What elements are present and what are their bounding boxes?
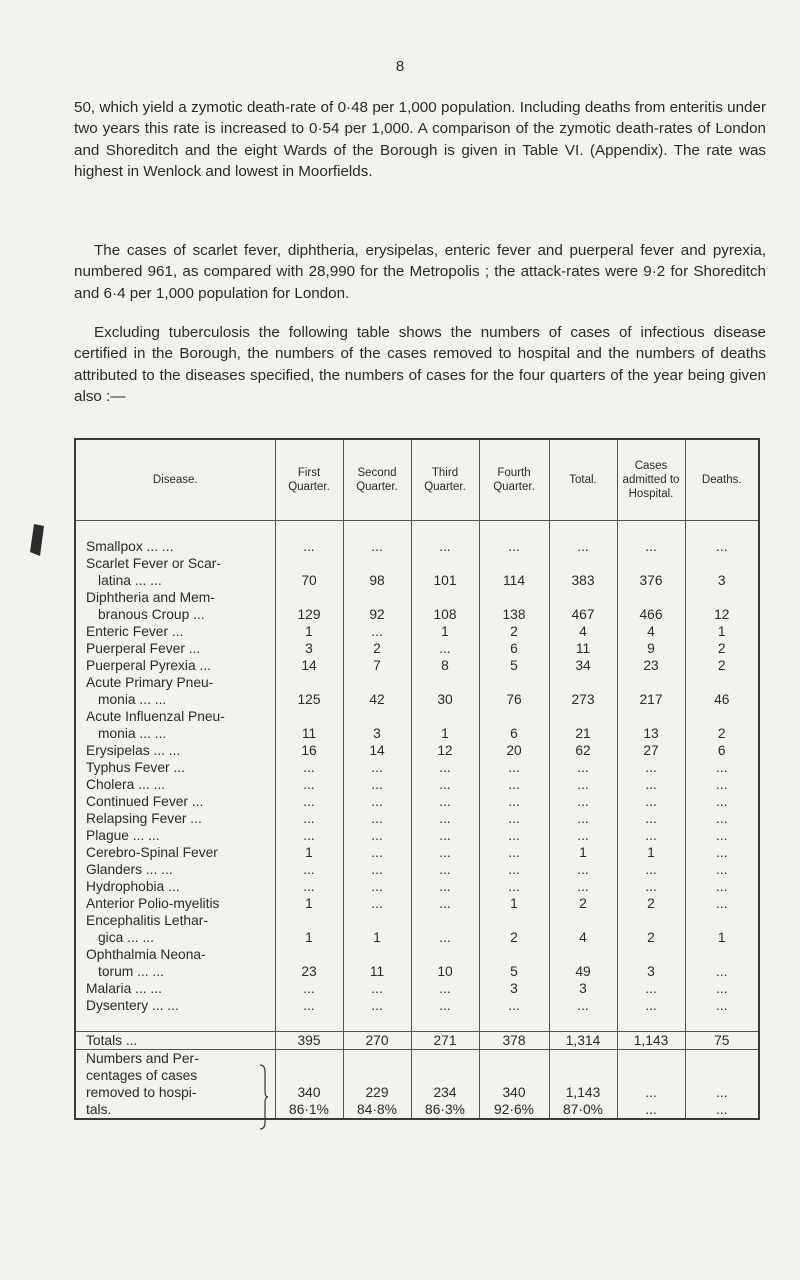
table-cell: 34	[549, 657, 617, 674]
table-cell: 12	[411, 742, 479, 759]
table-cell: 1	[275, 912, 343, 946]
table-cell: 4	[617, 623, 685, 640]
table-cell: 125	[275, 674, 343, 708]
table-spacer	[75, 1014, 759, 1032]
table-row	[75, 776, 759, 793]
table-cell: 383	[549, 555, 617, 589]
table-row	[75, 861, 759, 878]
header-total: Total.	[549, 439, 617, 521]
disease-name	[75, 708, 275, 742]
disease-name-line: Erysipelas ... ...	[86, 743, 181, 758]
table-cell: ...	[716, 794, 728, 809]
removed-cell	[617, 1050, 685, 1120]
removed-label-line: Numbers and Per-	[86, 1051, 199, 1066]
table-cell: 5	[479, 946, 549, 980]
header-disease: Disease.	[75, 439, 275, 521]
table-cell: ...	[716, 828, 728, 843]
table-row	[75, 589, 759, 623]
table-row	[75, 657, 759, 674]
table-cell: 1	[717, 930, 726, 945]
removed-percentage: 87·0%	[563, 1102, 603, 1117]
table-cell: 11	[275, 708, 343, 742]
table-cell: ...	[343, 827, 411, 844]
table-cell: 3	[479, 980, 549, 997]
table-cell: 1	[617, 844, 685, 861]
disease-name-line: latina ... ...	[98, 573, 162, 588]
removed-number: 229	[365, 1085, 389, 1100]
table-cell: ...	[549, 759, 617, 776]
disease-name-line: Glanders ... ...	[86, 862, 173, 877]
totals-cell: 1,314	[549, 1032, 617, 1050]
table-cell: ...	[617, 827, 685, 844]
disease-name	[75, 980, 275, 997]
table-cell: 6	[717, 743, 726, 758]
table-row	[75, 844, 759, 861]
table-cell: ...	[275, 810, 343, 827]
table-cell: ...	[411, 776, 479, 793]
table-cell: 3	[717, 573, 726, 588]
table-cell: 2	[717, 658, 726, 673]
table-cell: 6	[479, 708, 549, 742]
removed-to-hospital-row	[75, 1050, 759, 1120]
table-cell: ...	[716, 964, 728, 979]
table-cell: ...	[343, 759, 411, 776]
table-cell: ...	[411, 844, 479, 861]
table-cell: 5	[479, 657, 549, 674]
table-cell: ...	[275, 980, 343, 997]
disease-name-line: branous Croup ...	[98, 607, 205, 622]
table-cell: 2	[717, 726, 726, 741]
removed-number: 340	[502, 1085, 526, 1100]
table-cell: 114	[479, 555, 549, 589]
disease-name-line: Hydrophobia ...	[86, 879, 180, 894]
table-cell: 129	[275, 589, 343, 623]
table-cell: ...	[343, 861, 411, 878]
table-cell: ...	[275, 878, 343, 895]
table-cell: ...	[479, 997, 549, 1014]
table-cell: ...	[617, 878, 685, 895]
table-cell: 3	[275, 640, 343, 657]
table-cell: 62	[549, 742, 617, 759]
table-cell: ...	[549, 776, 617, 793]
table-cell: ...	[343, 895, 411, 912]
table-cell: ...	[549, 538, 617, 555]
removed-number: 234	[433, 1085, 457, 1100]
removed-label-line: centages of cases	[86, 1068, 198, 1083]
table-cell: ...	[549, 997, 617, 1014]
table-row	[75, 793, 759, 810]
table-cell: ...	[479, 793, 549, 810]
table-cell: 376	[617, 555, 685, 589]
disease-name	[75, 793, 275, 810]
disease-name-line: Encephalitis Lethar-	[86, 913, 208, 928]
table-cell: ...	[343, 980, 411, 997]
table-cell: ...	[716, 879, 728, 894]
table-cell: 42	[343, 674, 411, 708]
disease-name	[75, 742, 275, 759]
removed-label-line: removed to hospi-	[86, 1085, 197, 1100]
table-cell: ...	[479, 827, 549, 844]
table-cell: ...	[549, 861, 617, 878]
table-cell: 46	[714, 692, 730, 707]
table-cell: 20	[479, 742, 549, 759]
table-cell: 16	[275, 742, 343, 759]
table-row	[75, 946, 759, 980]
table-cell: 1	[275, 895, 343, 912]
removed-cell	[411, 1050, 479, 1120]
table-cell: 3	[343, 708, 411, 742]
table-row	[75, 895, 759, 912]
table-cell: 2	[479, 912, 549, 946]
table-cell: 6	[479, 640, 549, 657]
table-cell: 76	[479, 674, 549, 708]
table-cell: 92	[343, 589, 411, 623]
table-cell: 11	[343, 946, 411, 980]
table-cell: ...	[343, 844, 411, 861]
table-cell: ...	[343, 776, 411, 793]
table-cell: ...	[343, 538, 411, 555]
totals-row	[75, 1032, 759, 1050]
disease-name-line: Dysentery ... ...	[86, 998, 179, 1013]
table-cell: ...	[549, 810, 617, 827]
table-cell: ...	[411, 538, 479, 555]
table-cell: ...	[617, 997, 685, 1014]
table-cell: 2	[717, 641, 726, 656]
disease-name-line: gica ... ...	[98, 930, 154, 945]
table-cell: 70	[275, 555, 343, 589]
disease-name	[75, 946, 275, 980]
table-cell: 12	[714, 607, 730, 622]
table-cell: ...	[716, 862, 728, 877]
table-cell: 14	[275, 657, 343, 674]
totals-cell: 75	[685, 1032, 759, 1050]
table-cell: 23	[275, 946, 343, 980]
disease-name	[75, 657, 275, 674]
table-cell: ...	[275, 997, 343, 1014]
table-row	[75, 708, 759, 742]
removed-label	[75, 1050, 275, 1120]
header-first-quarter: First Quarter.	[275, 439, 343, 521]
totals-label: Totals ...	[75, 1032, 275, 1050]
disease-name-line: Puerperal Fever ...	[86, 641, 201, 656]
table-cell: ...	[479, 759, 549, 776]
table-cell: ...	[479, 861, 549, 878]
removed-cell	[275, 1050, 343, 1120]
table-cell: ...	[716, 845, 728, 860]
table-cell: 1	[275, 623, 343, 640]
table-cell: 10	[411, 946, 479, 980]
table-cell: 466	[617, 589, 685, 623]
removed-percentage: 92·6%	[494, 1102, 534, 1117]
disease-name-line: Malaria ... ...	[86, 981, 162, 996]
disease-name	[75, 674, 275, 708]
totals-cell: 271	[411, 1032, 479, 1050]
table-cell: 108	[411, 589, 479, 623]
table-spacer	[75, 521, 759, 539]
table-cell: 98	[343, 555, 411, 589]
totals-cell: 378	[479, 1032, 549, 1050]
table-cell: ...	[479, 810, 549, 827]
table-cell: ...	[411, 878, 479, 895]
removed-label-line: tals.	[86, 1102, 112, 1117]
disease-name-line: Puerperal Pyrexia ...	[86, 658, 211, 673]
table-cell: 27	[617, 742, 685, 759]
ink-mark-icon	[28, 522, 46, 558]
table-row	[75, 878, 759, 895]
disease-name	[75, 759, 275, 776]
table-cell: 23	[617, 657, 685, 674]
header-second-quarter: Second Quarter.	[343, 439, 411, 521]
table-cell: ...	[343, 810, 411, 827]
disease-name	[75, 827, 275, 844]
table-cell: 3	[617, 946, 685, 980]
disease-name-line: Continued Fever ...	[86, 794, 204, 809]
table-cell: ...	[275, 861, 343, 878]
totals-cell: 1,143	[617, 1032, 685, 1050]
header-third-quarter: Third Quarter.	[411, 439, 479, 521]
removed-percentage: 86·1%	[289, 1102, 329, 1117]
disease-name-line: Acute Primary Pneu-	[86, 675, 214, 690]
disease-name-line: Ophthalmia Neona-	[86, 947, 206, 962]
table-cell: ...	[275, 776, 343, 793]
table-cell: ...	[411, 895, 479, 912]
table-cell: 217	[617, 674, 685, 708]
disease-name	[75, 844, 275, 861]
table-cell: 1	[479, 895, 549, 912]
disease-name-line: Smallpox ... ...	[86, 539, 174, 554]
table-cell: ...	[549, 827, 617, 844]
table-cell: 30	[411, 674, 479, 708]
table-cell: ...	[411, 861, 479, 878]
table-cell: 4	[549, 912, 617, 946]
removed-number: 1,143	[565, 1085, 601, 1100]
table-cell: ...	[479, 776, 549, 793]
paragraph-attack-rates: The cases of scarlet fever, diphtheria, erysipelas, enteric fever and puerperal fever and pyrexia, numbered 961, as compared with 28,990 for the Metropolis ; the attack-rates were 9·2 for Shoreditch and 6·4 per 1,000 population for London.	[74, 242, 766, 302]
removed-percentage: ...	[716, 1102, 728, 1117]
table-cell: ...	[411, 912, 479, 946]
table-cell: ...	[617, 538, 685, 555]
table-cell: ...	[617, 793, 685, 810]
infectious-disease-table	[74, 438, 760, 1120]
table-cell: ...	[716, 811, 728, 826]
table-cell: ...	[275, 759, 343, 776]
table-cell: 7	[343, 657, 411, 674]
header-deaths: Deaths.	[685, 439, 759, 521]
table-cell: 14	[343, 742, 411, 759]
table-row	[75, 640, 759, 657]
table-row	[75, 912, 759, 946]
totals-cell: 395	[275, 1032, 343, 1050]
table-cell: ...	[617, 776, 685, 793]
disease-name-line: Plague ... ...	[86, 828, 160, 843]
disease-name-line: Cholera ... ...	[86, 777, 165, 792]
table-cell: ...	[343, 997, 411, 1014]
disease-name-line: monia ... ...	[98, 692, 167, 707]
table-cell: ...	[411, 810, 479, 827]
disease-name-line: Cerebro-Spinal Fever	[86, 845, 218, 860]
disease-name-line: torum ... ...	[98, 964, 164, 979]
table-cell: 8	[411, 657, 479, 674]
table-cell: 21	[549, 708, 617, 742]
table-cell: ...	[275, 827, 343, 844]
paragraph-table-intro: Excluding tuberculosis the following table shows the numbers of cases of infectious disease certified in the Borough, the numbers of the cases removed to hospital and the numbers of deaths attributed to the diseases specified, the numbers of cases for the four quarters of the year being given also :—	[74, 324, 766, 405]
totals-cell: 270	[343, 1032, 411, 1050]
removed-cell	[479, 1050, 549, 1120]
table-cell: ...	[716, 760, 728, 775]
table-cell: ...	[716, 777, 728, 792]
table-cell: 11	[549, 640, 617, 657]
disease-name	[75, 776, 275, 793]
disease-name-line: Acute Influenzal Pneu-	[86, 709, 225, 724]
disease-name	[75, 589, 275, 623]
removed-cell	[549, 1050, 617, 1120]
table-cell: ...	[716, 539, 728, 554]
disease-name	[75, 912, 275, 946]
table-cell: 9	[617, 640, 685, 657]
table-cell: ...	[716, 896, 728, 911]
brace-icon	[259, 1064, 269, 1130]
table-cell: ...	[617, 810, 685, 827]
table-cell: 49	[549, 946, 617, 980]
table-cell: 138	[479, 589, 549, 623]
table-cell: 467	[549, 589, 617, 623]
table-row	[75, 742, 759, 759]
table-cell: 4	[549, 623, 617, 640]
table-cell: ...	[275, 538, 343, 555]
disease-name-line: Anterior Polio-myelitis	[86, 896, 220, 911]
disease-name-line: Typhus Fever ...	[86, 760, 185, 775]
table-cell: ...	[411, 793, 479, 810]
table-body	[75, 521, 759, 1015]
table-cell: 2	[617, 912, 685, 946]
table-cell: ...	[716, 981, 728, 996]
removed-percentage: ...	[645, 1102, 657, 1117]
table-cell: ...	[343, 878, 411, 895]
disease-name	[75, 997, 275, 1014]
table-cell: 2	[617, 895, 685, 912]
table-cell: ...	[617, 861, 685, 878]
disease-name-line: Enteric Fever ...	[86, 624, 184, 639]
disease-name	[75, 555, 275, 589]
table-cell: 1	[717, 624, 726, 639]
disease-name-line: Scarlet Fever or Scar-	[86, 556, 221, 571]
table-cell: 13	[617, 708, 685, 742]
table-cell: ...	[411, 827, 479, 844]
removed-number: 340	[297, 1085, 321, 1100]
table-row	[75, 810, 759, 827]
header-hospital: Cases admitted to Hospital.	[617, 439, 685, 521]
table-cell: ...	[549, 793, 617, 810]
removed-percentage: 86·3%	[425, 1102, 465, 1117]
table-cell: ...	[549, 878, 617, 895]
disease-name	[75, 861, 275, 878]
table-cell: ...	[479, 844, 549, 861]
removed-percentage: 84·8%	[357, 1102, 397, 1117]
table-cell: 1	[411, 708, 479, 742]
header-fourth-quarter: Fourth Quarter.	[479, 439, 549, 521]
disease-name	[75, 895, 275, 912]
disease-name-line: Diphtheria and Mem-	[86, 590, 215, 605]
removed-number: ...	[716, 1085, 728, 1100]
table-cell: ...	[617, 980, 685, 997]
table-cell: ...	[617, 759, 685, 776]
table-row	[75, 674, 759, 708]
table-cell: 1	[343, 912, 411, 946]
table-row	[75, 538, 759, 555]
table-row	[75, 759, 759, 776]
page-number: 8	[395, 58, 405, 75]
table-cell: 1	[411, 623, 479, 640]
table-row	[75, 555, 759, 589]
removed-number: ...	[645, 1085, 657, 1100]
table-cell: 101	[411, 555, 479, 589]
disease-name-line: Relapsing Fever ...	[86, 811, 202, 826]
disease-name-line: monia ... ...	[98, 726, 167, 741]
table-row	[75, 827, 759, 844]
table-cell: ...	[716, 998, 728, 1013]
table-cell: 273	[549, 674, 617, 708]
table-cell: 3	[549, 980, 617, 997]
removed-cell	[685, 1050, 759, 1120]
paragraph-zymotic-rates: 50, which yield a zymotic death-rate of 0·48 per 1,000 population. Including deaths from enteritis under two years this rate is increased to 0·54 per 1,000. A comparison of the zymotic death-rates of London and Shoreditch and the eight Wards of the Borough is given in Table VI. (Appendix). The rate was highest in Wenlock and lowest in Moorfields.	[74, 99, 766, 180]
table-cell: 2	[549, 895, 617, 912]
removed-cell	[343, 1050, 411, 1120]
table-cell: ...	[411, 640, 479, 657]
table-cell: ...	[411, 997, 479, 1014]
disease-name	[75, 810, 275, 827]
disease-name	[75, 538, 275, 555]
disease-name	[75, 623, 275, 640]
table-cell: ...	[343, 793, 411, 810]
table-cell: ...	[343, 623, 411, 640]
disease-name	[75, 878, 275, 895]
table-cell: ...	[411, 759, 479, 776]
table-row	[75, 997, 759, 1014]
disease-name	[75, 640, 275, 657]
table-cell: 1	[549, 844, 617, 861]
table-header-row	[75, 439, 759, 521]
table-cell: 1	[275, 844, 343, 861]
table-cell: ...	[411, 980, 479, 997]
table-cell: 2	[343, 640, 411, 657]
table-cell: ...	[275, 793, 343, 810]
table-row	[75, 980, 759, 997]
table-row	[75, 623, 759, 640]
table-cell: 2	[479, 623, 549, 640]
table-cell: ...	[479, 878, 549, 895]
table-cell: ...	[479, 538, 549, 555]
